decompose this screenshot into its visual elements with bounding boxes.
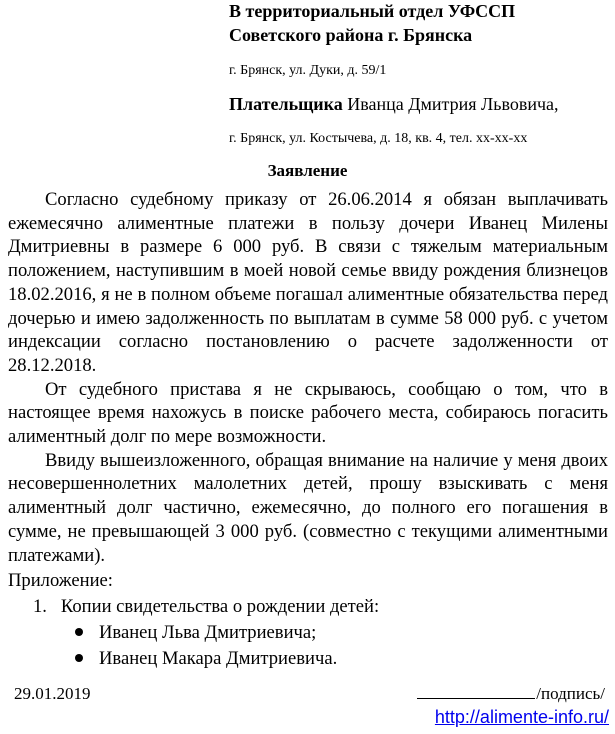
- subitem-text: Иванец Макара Дмитриевича.: [99, 648, 338, 669]
- payer-address: г. Брянск, ул. Костычева, д. 18, кв. 4, тел. хх-хх-хх: [229, 131, 528, 146]
- paragraph-2: От судебного пристава я не скрываюсь, сообщаю о том, что в настоящее время нахожусь в поиске рабочего места, собираюсь погасить алиментный долг по мере возможности.: [8, 378, 608, 448]
- signature-line: [417, 684, 535, 699]
- signature-label: /подпись/: [536, 684, 605, 703]
- payer-name: Иванца Дмитрия Львовича,: [342, 94, 559, 114]
- paragraph-1: Согласно судебному приказу от 26.06.2014 я обязан выплачивать ежемесячно алиментные платежи в пользу дочери Иванец Милены Дмитриевны в размере 6 000 руб. В связи с тяжелым материальным положением, наступившим в моей новой семье ввиду рождения близнецов 18.02.2016, я не в полном объеме погашал алиментные обязательства перед дочерью и имею задолженность по выплатам в сумме 58 000 руб. с учетом индексации согласно постановлению о расчете задолженности от 28.12.2018.: [8, 189, 608, 376]
- watermark-link[interactable]: http://alimente-info.ru/: [434, 707, 609, 727]
- appendix-subitem: [75, 622, 316, 644]
- subitem-text: Иванец Льва Дмитриевича;: [99, 622, 317, 643]
- document-date: 29.01.2019: [14, 684, 91, 703]
- appendix-label: Приложение:: [8, 570, 113, 591]
- document-title: Заявление: [267, 161, 348, 180]
- appendix-subitem: [75, 648, 337, 670]
- recipient-address: г. Брянск, ул. Дуки, д. 59/1: [229, 63, 387, 78]
- appendix-item: [33, 596, 379, 618]
- recipient-line-1: В территориальный отдел УФССП: [229, 1, 516, 21]
- bullet-icon: [75, 628, 83, 636]
- signature-block: [417, 684, 605, 704]
- payer-label: Плательщика: [229, 94, 343, 114]
- document-body: [8, 188, 608, 567]
- appendix-item-text: Копии свидетельства о рождении детей:: [60, 596, 380, 617]
- payer-line: [229, 94, 559, 115]
- paragraph-3: Ввиду вышеизложенного, обращая внимание на наличие у меня двоих несовершеннолетних малолетних детей, прошу взыскивать с меня алиментный долг частично, ежемесячно, до полного его погашения в сумме, не превышающей 3 000 руб. (совместно с текущими алиментными платежами).: [8, 449, 608, 566]
- appendix-item-number: 1.: [33, 596, 47, 617]
- recipient-line-2: Советского района г. Брянска: [229, 25, 473, 45]
- bullet-icon: [75, 654, 83, 662]
